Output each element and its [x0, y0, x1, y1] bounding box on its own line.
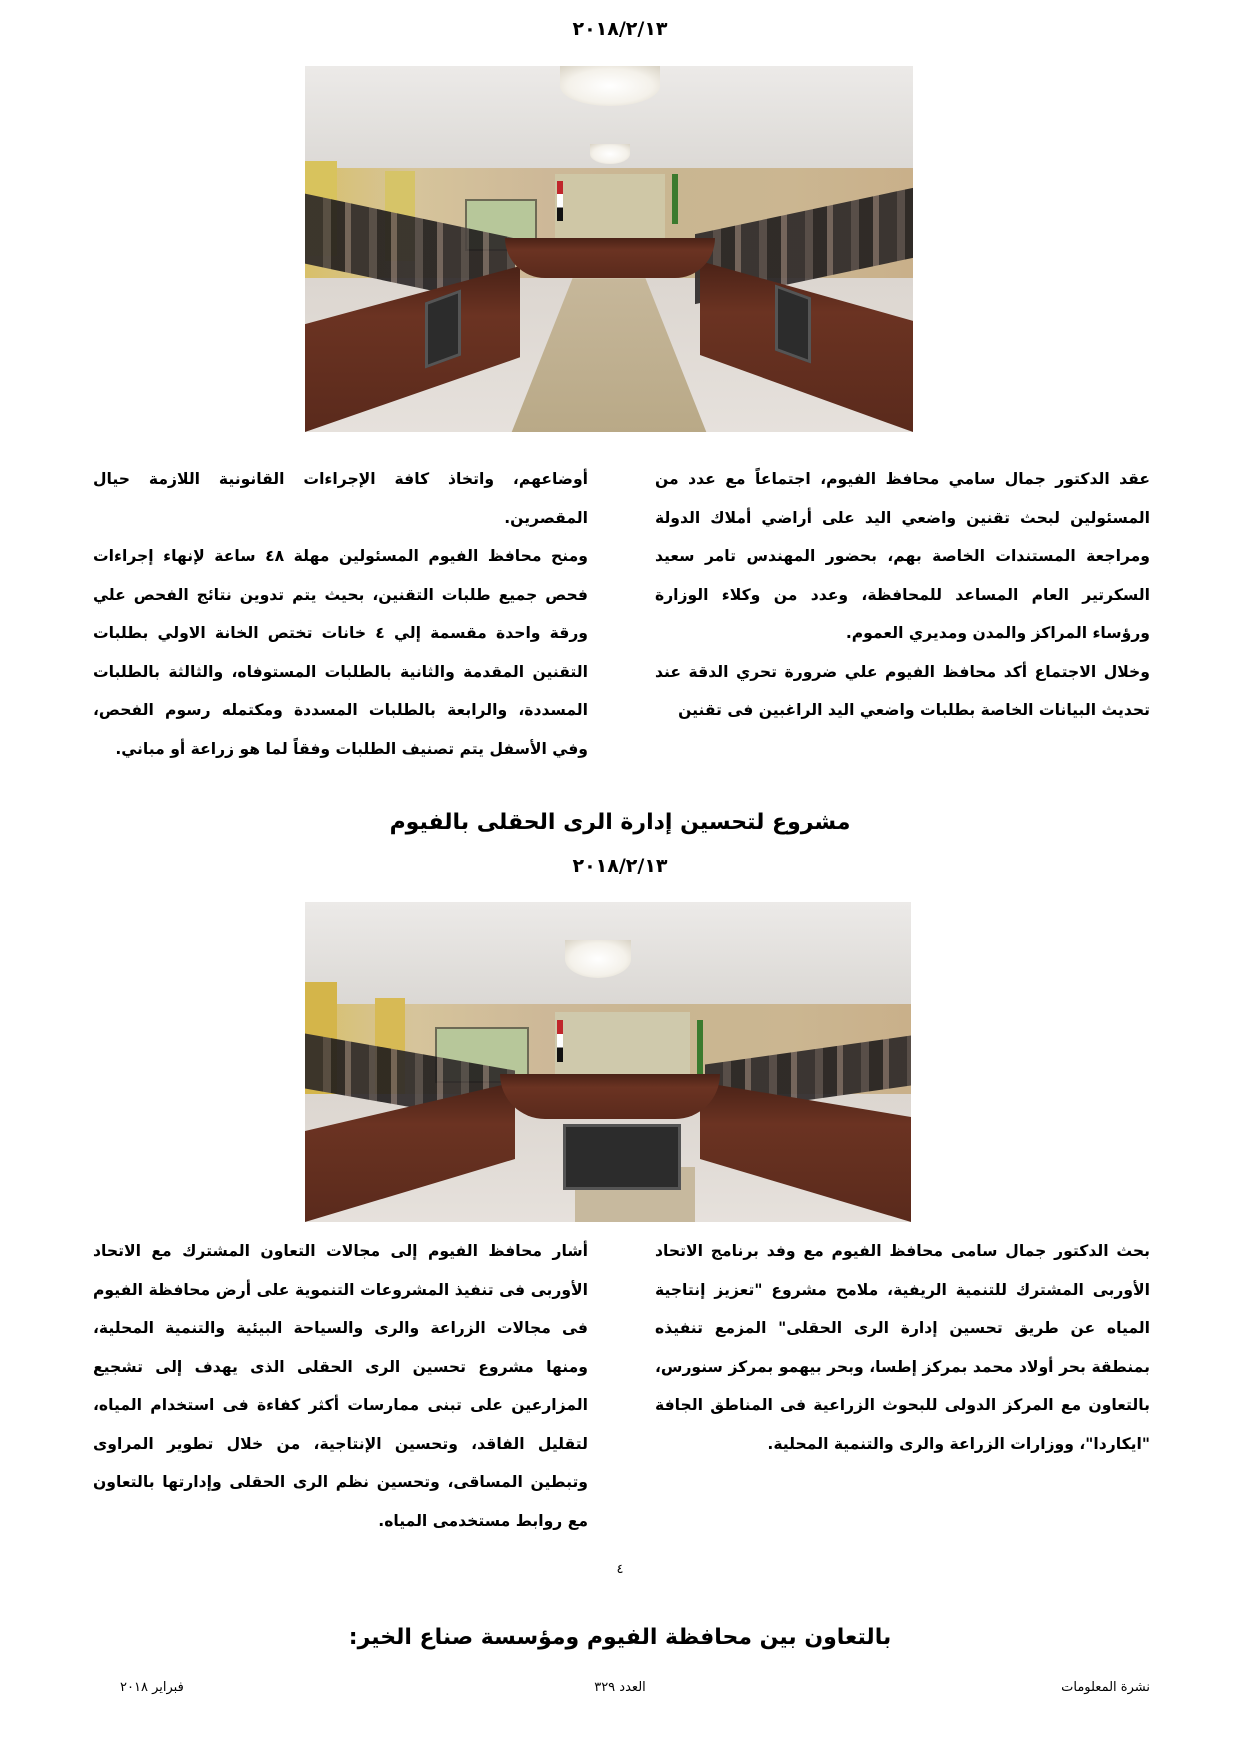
footer-publication-name: نشرة المعلومات: [1061, 1680, 1150, 1695]
photo-monitor: [563, 1124, 681, 1190]
paragraph: ومنح محافظ الفيوم المسئولين مهلة ٤٨ ساعة لإنهاء إجراءات فحص جميع طلبات التقنين، بحيث يتم تدوين نتائج الفحص علي ورقة واحدة مقسمة إلي ٤ خانات تختص الخانة الاولي بطلبات التقنين المقدمة والثانية بالطلبات المستوفاه، والثالثة بالطلبات المسددة، والرابعة بالطلبات المسددة ومكتمله رسوم الفحص، وفي الأسفل يتم تصنيف الطلبات وفقاً لما هو زراعة أو مباني.: [93, 547, 588, 758]
photo-table-head: [500, 1074, 720, 1119]
photo-table-head: [505, 238, 715, 278]
footer-date: فبراير ٢٠١٨: [120, 1680, 184, 1695]
chandelier-icon: [565, 940, 631, 978]
next-section-heading: بالتعاون بين محافظة الفيوم ومؤسسة صناع الخير:: [348, 1625, 892, 1650]
article2-title: مشروع لتحسين إدارة الرى الحقلى بالفيوم: [389, 810, 851, 835]
flag-icon: [697, 1020, 703, 1075]
article1-left-column: [93, 460, 588, 768]
paragraph: وخلال الاجتماع أكد محافظ الفيوم علي ضرورة تحري الدقة عند تحديث البيانات الخاصة بطلبات واضعي اليد الراغبين فى تقنين: [655, 662, 1150, 719]
paragraph: عقد الدكتور جمال سامي محافظ الفيوم، اجتماعاً مع عدد من المسئولين لبحث تقنين واضعي اليد على أراضي أملاك الدولة ومراجعة المستندات الخاصة بهم، بحضور المهندس تامر سعيد السكرتير العام المساعد للمحافظة، وعدد من وكلاء الوزارة ورؤساء المراكز والمدن ومديري العموم.: [655, 470, 1150, 642]
article2-date: ٢٠١٨/٢/١٣: [572, 855, 668, 877]
flag-icon: [557, 181, 563, 221]
photo-monitor: [775, 284, 811, 363]
paragraph: أوضاعهم، واتخاذ كافة الإجراءات القانونية اللازمة حيال المقصرين.: [93, 470, 588, 527]
chandelier-icon: [560, 66, 660, 106]
article1-photo: [305, 66, 913, 432]
article1-date: ٢٠١٨/٢/١٣: [572, 18, 668, 40]
article2-right-column: [655, 1232, 1150, 1463]
flag-icon: [557, 1020, 563, 1062]
page-number: ٤: [616, 1562, 624, 1577]
article2-photo: [305, 902, 911, 1222]
photo-monitor: [425, 289, 461, 368]
chandelier-icon: [590, 144, 630, 164]
paragraph: أشار محافظ الفيوم إلى مجالات التعاون المشترك مع الاتحاد الأوربى فى تنفيذ المشروعات التنموية على أرض محافظة الفيوم فى مجالات الزراعة والرى والسياحة البيئية والتنمية المحلية، ومنها مشروع تحسين الرى الحقلى الذى يهدف إلى تشجيع المزارعين على تبنى ممارسات أكثر كفاءة فى استخدام المياه، لتقليل الفاقد، وتحسين الإنتاجية، من خلال تطوير المراوى وتبطين المساقى، وتحسين نظم الرى الحقلى وإدارتها بالتعاون مع روابط مستخدمى المياه.: [93, 1242, 588, 1530]
paragraph: بحث الدكتور جمال سامى محافظ الفيوم مع وفد برنامج الاتحاد الأوربى المشترك للتنمية الريفية، ملامح مشروع "تعزيز إنتاجية المياه عن طريق تحسين إدارة الرى الحقلى" المزمع تنفيذه بمنطقة بحر أولاد محمد بمركز إطسا، وبحر بيهمو بمركز سنورس، بالتعاون مع المركز الدولى للبحوث الزراعية فى المناطق الجافة "ايكاردا"، ووزارات الزراعة والرى والتنمية المحلية.: [655, 1242, 1150, 1453]
article1-right-column: [655, 460, 1150, 730]
article2-left-column: [93, 1232, 588, 1540]
footer-issue-number: العدد ٣٢٩: [594, 1680, 646, 1695]
flag-icon: [672, 174, 678, 224]
